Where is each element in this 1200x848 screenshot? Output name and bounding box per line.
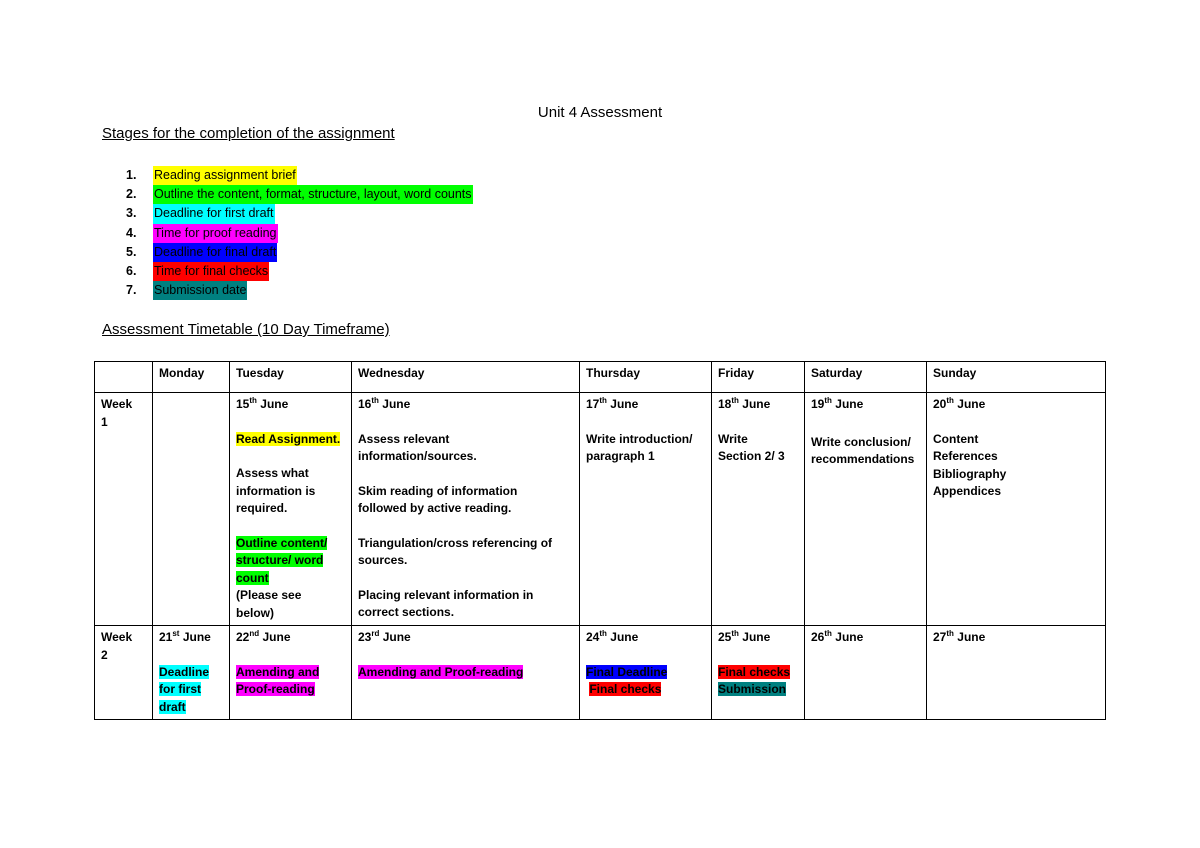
date-label: 26th June bbox=[811, 629, 864, 644]
header-sunday: Sunday bbox=[927, 362, 1106, 393]
timetable bbox=[94, 361, 1106, 720]
list-item: 2. Outline the content, format, structure, layout, word counts bbox=[126, 185, 473, 204]
timetable-heading: Assessment Timetable (10 Day Timeframe) bbox=[102, 321, 390, 338]
header-monday: Monday bbox=[153, 362, 230, 393]
date-label: 20th June bbox=[933, 396, 986, 411]
stage-text: Reading assignment brief bbox=[153, 166, 297, 185]
stage-text: Time for proof reading bbox=[153, 224, 278, 243]
stage-text: Submission date bbox=[153, 281, 247, 300]
task-note: (Please see below) bbox=[236, 588, 302, 620]
stages-list bbox=[126, 166, 473, 300]
list-item: 5. Deadline for final draft bbox=[126, 243, 473, 262]
list-item: 1. Reading assignment brief bbox=[126, 166, 473, 185]
table-row-week2 bbox=[95, 626, 1106, 720]
stage-text: Deadline for first draft bbox=[153, 204, 275, 223]
week2-wednesday: 23rd June Amending and Proof-reading bbox=[352, 626, 580, 720]
stage-text: Time for final checks bbox=[153, 262, 269, 281]
week1-saturday: 19th June Write conclusion/ recommendations bbox=[805, 393, 927, 626]
week2-thursday: 24th June Final Deadline Final checks bbox=[580, 626, 712, 720]
week2-tuesday: 22nd June Amending and Proof-reading bbox=[230, 626, 352, 720]
table-row-week1 bbox=[95, 393, 1106, 626]
header-cell-empty bbox=[95, 362, 153, 393]
task-outline: Outline content/ structure/ word count bbox=[236, 535, 328, 585]
date-label: 24th June bbox=[586, 629, 639, 644]
list-item: 6. Time for final checks bbox=[126, 262, 473, 281]
date-label: 17th June bbox=[586, 396, 639, 411]
page-title: Unit 4 Assessment bbox=[537, 104, 663, 121]
list-item: 4. Time for proof reading bbox=[126, 224, 473, 243]
date-label: 27th June bbox=[933, 629, 986, 644]
task-assess: Assess what information is required. bbox=[236, 466, 316, 515]
date-label: 18th June bbox=[718, 396, 771, 411]
week1-tuesday bbox=[230, 393, 352, 626]
week1-wednesday: 16th June Assess relevant information/sources. Skim reading of information followed by active reading. Triangulation/cross referencing of sources. Placing relevant information in correct sections. bbox=[352, 393, 580, 626]
week1-sunday: 20th June Content References Bibliography Appendices bbox=[927, 393, 1106, 626]
date-label: 22nd June bbox=[236, 629, 291, 644]
week2-monday: 21st June Deadline for first draft bbox=[153, 626, 230, 720]
week1-monday bbox=[153, 393, 230, 626]
week2-sunday bbox=[927, 626, 1106, 720]
header-tuesday: Tuesday bbox=[230, 362, 352, 393]
week1-label: Week 1 bbox=[95, 393, 153, 626]
task-read: Read Assignment. bbox=[236, 431, 341, 446]
stages-heading: Stages for the completion of the assignment bbox=[102, 125, 395, 142]
week2-friday: 25th June Final checks Submission bbox=[712, 626, 805, 720]
week1-friday: 18th June Write Section 2/ 3 bbox=[712, 393, 805, 626]
date-label: 16th June bbox=[358, 396, 411, 411]
date-label: 21st June bbox=[159, 629, 211, 644]
week2-label: Week 2 bbox=[95, 626, 153, 720]
header-wednesday: Wednesday bbox=[352, 362, 580, 393]
list-item: 3. Deadline for first draft bbox=[126, 204, 473, 223]
stage-text: Deadline for final draft bbox=[153, 243, 277, 262]
date-label: 19th June bbox=[811, 396, 864, 411]
date-label: 25th June bbox=[718, 629, 771, 644]
table-header-row bbox=[95, 362, 1106, 393]
header-friday: Friday bbox=[712, 362, 805, 393]
week1-thursday: 17th June Write introduction/ paragraph 1 bbox=[580, 393, 712, 626]
list-item: 7. Submission date bbox=[126, 281, 473, 300]
week2-saturday bbox=[805, 626, 927, 720]
date-label: 23rd June bbox=[358, 629, 411, 644]
stage-text: Outline the content, format, structure, layout, word counts bbox=[153, 185, 473, 204]
header-thursday: Thursday bbox=[580, 362, 712, 393]
date-label: 15th June bbox=[236, 396, 289, 411]
header-saturday: Saturday bbox=[805, 362, 927, 393]
